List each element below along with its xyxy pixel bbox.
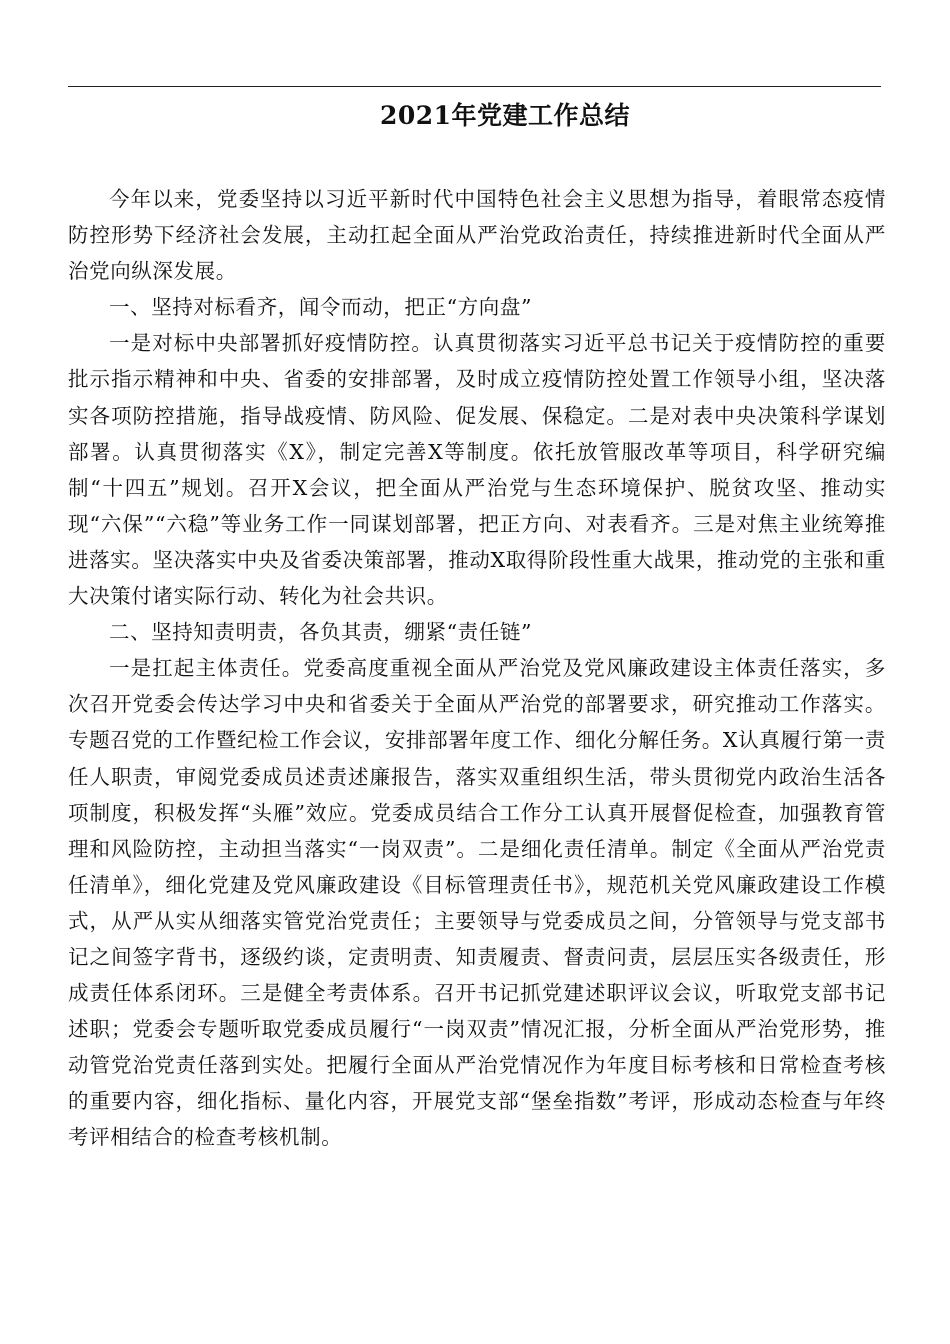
section-1-paragraph: 一是对标中央部署抓好疫情防控。认真贯彻落实习近平总书记关于疫情防控的重要批示指示精神和中央、省委的安排部署，及时成立疫情防控处置工作领导小组，坚决落实各项防控措施，指导战疫情、防风险、促发展、保稳定。二是对表中央决策科学谋划部署。认真贯彻落实《X》，制定完善X等制度。依托放管服改革等项目，科学研究编制“十四五”规划。召开X会议，把全面从严治党与生态环境保护、脱贫攻坚、推动实现“六保”“六稳”等业务工作一同谋划部署，把正方向、对表看齐。三是对焦主业统筹推进落实。坚决落实中央及省委决策部署，推动X取得阶段性重大战果，推动党的主张和重大决策付诸实际行动、转化为社会共识。 (68, 331, 886, 609)
section-2-paragraph: 一是扛起主体责任。党委高度重视全面从严治党及党风廉政建设主体责任落实，多次召开党委会传达学习中央和省委关于全面从严治党的部署要求，研究推动工作落实。专题召党的工作暨纪检工作会议，安排部署年度工作、细化分解任务。X认真履行第一责任人职责，审阅党委成员述责述廉报告，落实双重组织生活，带头贯彻党内政治生活各项制度，积极发挥“头雁”效应。党委成员结合工作分工认真开展督促检查，加强教育管理和风险防控，主动担当落实“一岗双责”。二是细化责任清单。制定《全面从严治党责任清单》，细化党建及党风廉政建设《目标管理责任书》，规范机关党风廉政建设工作模式，从严从实从细落实管党治党责任；主要领导与党委成员之间，分管领导与党支部书记之间签字背书，逐级约谈，定责明责、知责履责、督责问责，层层压实各级责任，形成责任体系闭环。三是健全考责体系。召开书记抓党建述职评议会议，听取党支部书记述职；党委会专题听取党委成员履行“一岗双责”情况汇报，分析全面从严治党形势，推动管党治党责任落到实处。把履行全面从严治党情况作为年度目标考核和日常检查考核的重要内容，细化指标、量化内容，开展党支部“堡垒指数”考评，形成动态检查与年终考评相结合的检查考核机制。 (68, 656, 886, 1150)
document-body (68, 181, 886, 1156)
section-heading-1: 一、坚持对标看齐，闻令而动，把正“方向盘” (109, 295, 533, 320)
document-title: 2021年党建工作总结 (379, 101, 631, 130)
header-rule (68, 86, 881, 87)
intro-paragraph: 今年以来，党委坚持以习近平新时代中国特色社会主义思想为指导，着眼常态疫情防控形势下经济社会发展，主动扛起全面从严治党政治责任，持续推进新时代全面从严治党向纵深发展。 (68, 187, 886, 284)
section-heading-2: 二、坚持知责明责，各负其责，绷紧“责任链” (109, 620, 533, 645)
